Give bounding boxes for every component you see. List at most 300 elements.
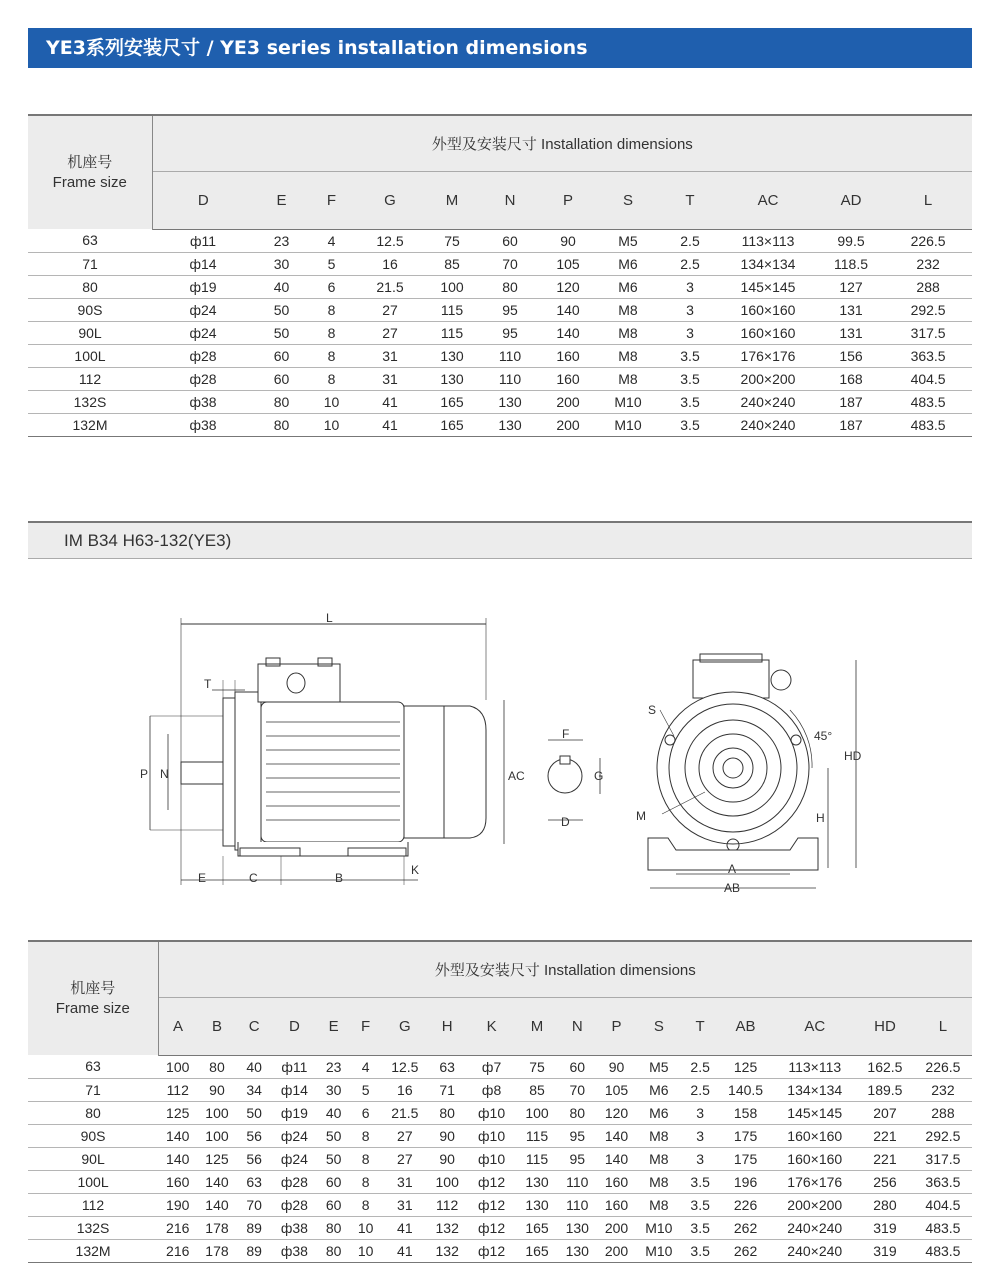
table-cell: 189.5 xyxy=(856,1078,914,1101)
table-cell: 160×160 xyxy=(718,298,818,321)
table-cell: 288 xyxy=(914,1101,972,1124)
dimension-drawing xyxy=(0,590,1000,930)
table-row xyxy=(28,275,972,298)
table-cell: 130 xyxy=(426,367,478,390)
table-cell: ф28 xyxy=(272,1170,317,1193)
table-cell: 8 xyxy=(350,1193,381,1216)
table-cell: 130 xyxy=(517,1193,556,1216)
table-cell: 31 xyxy=(381,1193,429,1216)
table-cell: ф8 xyxy=(466,1078,518,1101)
table-cell: 110 xyxy=(478,367,542,390)
column-header-p: P xyxy=(598,997,635,1055)
table-cell: 56 xyxy=(237,1147,272,1170)
table-cell: 41 xyxy=(354,413,426,436)
installation-dimensions-header: 外型及安装尺寸 Installation dimensions xyxy=(152,115,972,171)
table-cell: 21.5 xyxy=(381,1101,429,1124)
table-cell: 85 xyxy=(426,252,478,275)
column-header-s: S xyxy=(594,171,662,229)
table-cell: 90 xyxy=(197,1078,236,1101)
table-cell: 23 xyxy=(254,229,309,252)
frame-size-cell: 112 xyxy=(28,367,152,390)
table-cell: 3.5 xyxy=(662,390,718,413)
table-cell: M5 xyxy=(594,229,662,252)
table-row xyxy=(28,367,972,390)
table-cell: 41 xyxy=(381,1216,429,1239)
label-45-deg: 45° xyxy=(814,729,833,743)
table-cell: ф28 xyxy=(152,344,254,367)
label-F: F xyxy=(562,727,570,741)
table-cell: 80 xyxy=(478,275,542,298)
table-cell: ф10 xyxy=(466,1147,518,1170)
table-cell: 196 xyxy=(718,1170,774,1193)
table-cell: 50 xyxy=(317,1124,350,1147)
table-cell: 131 xyxy=(818,321,884,344)
table-cell: 200 xyxy=(542,390,594,413)
table-cell: 63 xyxy=(237,1170,272,1193)
table-cell: 2.5 xyxy=(662,229,718,252)
table-cell: 89 xyxy=(237,1216,272,1239)
label-S: S xyxy=(648,703,657,717)
table-cell: ф12 xyxy=(466,1170,518,1193)
table-cell: 140 xyxy=(542,298,594,321)
table-cell: 187 xyxy=(818,413,884,436)
table-cell: 95 xyxy=(478,298,542,321)
table-row xyxy=(28,1170,972,1193)
table-cell: 31 xyxy=(381,1170,429,1193)
table-cell: 130 xyxy=(478,390,542,413)
table-cell: M10 xyxy=(635,1216,683,1239)
table-cell: 31 xyxy=(354,344,426,367)
table-cell: 160 xyxy=(542,344,594,367)
label-AC: AC xyxy=(508,769,525,783)
table-cell: 130 xyxy=(557,1216,598,1239)
table-cell: 80 xyxy=(254,390,309,413)
column-header-l: L xyxy=(914,997,972,1055)
column-header-t: T xyxy=(662,171,718,229)
table-cell: 176×176 xyxy=(773,1170,856,1193)
table-cell: 2.5 xyxy=(683,1078,718,1101)
column-header-n: N xyxy=(478,171,542,229)
table-cell: ф14 xyxy=(272,1078,317,1101)
table-cell: 115 xyxy=(426,321,478,344)
column-header-m: M xyxy=(517,997,556,1055)
table-cell: 10 xyxy=(309,413,354,436)
table-cell: 8 xyxy=(350,1147,381,1170)
frame-size-cell: 90L xyxy=(28,321,152,344)
column-header-k: K xyxy=(466,997,518,1055)
table-cell: 60 xyxy=(478,229,542,252)
table-cell: ф7 xyxy=(466,1055,518,1078)
table-cell: 221 xyxy=(856,1147,914,1170)
frame-size-cell: 132M xyxy=(28,1239,158,1262)
table-cell: 200 xyxy=(598,1239,635,1262)
table-cell: ф19 xyxy=(152,275,254,298)
table-cell: 118.5 xyxy=(818,252,884,275)
table-cell: 40 xyxy=(317,1101,350,1124)
column-header-e: E xyxy=(317,997,350,1055)
table-cell: 4 xyxy=(309,229,354,252)
table-cell: M5 xyxy=(635,1055,683,1078)
table-cell: 100 xyxy=(197,1101,236,1124)
table-cell: ф38 xyxy=(272,1216,317,1239)
table-cell: 160 xyxy=(542,367,594,390)
frame-size-header-cn: 机座号 xyxy=(70,979,116,997)
frame-size-header xyxy=(28,941,158,1055)
table-cell: M8 xyxy=(594,344,662,367)
table-cell: ф28 xyxy=(152,367,254,390)
table-cell: 120 xyxy=(598,1101,635,1124)
table-cell: 8 xyxy=(309,321,354,344)
label-C: C xyxy=(249,871,258,885)
label-HD: HD xyxy=(844,749,862,763)
table-cell: 90 xyxy=(598,1055,635,1078)
table-cell: 115 xyxy=(517,1124,556,1147)
table-cell: 115 xyxy=(426,298,478,321)
dimensions-table-2 xyxy=(28,940,972,1263)
table-row xyxy=(28,1124,972,1147)
table-cell: 175 xyxy=(718,1147,774,1170)
table-cell: 207 xyxy=(856,1101,914,1124)
table-cell: 90 xyxy=(542,229,594,252)
table-cell: 27 xyxy=(354,298,426,321)
table-cell: ф11 xyxy=(272,1055,317,1078)
table-cell: 5 xyxy=(309,252,354,275)
table-cell: 21.5 xyxy=(354,275,426,298)
table-cell: 3 xyxy=(683,1147,718,1170)
label-P: P xyxy=(140,767,149,781)
table-cell: M10 xyxy=(635,1239,683,1262)
table-cell: 165 xyxy=(517,1216,556,1239)
table-cell: 145×145 xyxy=(718,275,818,298)
table-row xyxy=(28,298,972,321)
table-row xyxy=(28,252,972,275)
label-M: M xyxy=(636,809,646,823)
table-cell: 160 xyxy=(158,1170,197,1193)
label-A: A xyxy=(728,862,737,876)
table-row xyxy=(28,1101,972,1124)
table-cell: 100 xyxy=(158,1055,197,1078)
motor-side-view xyxy=(150,618,504,885)
table-cell: 95 xyxy=(478,321,542,344)
table-cell: 3.5 xyxy=(683,1193,718,1216)
table-cell: 8 xyxy=(309,298,354,321)
table-cell: 134×134 xyxy=(773,1078,856,1101)
frame-size-cell: 80 xyxy=(28,275,152,298)
table-cell: 8 xyxy=(309,367,354,390)
table-cell: 3 xyxy=(662,321,718,344)
table-cell: 10 xyxy=(350,1216,381,1239)
table-cell: 70 xyxy=(557,1078,598,1101)
table-cell: 200×200 xyxy=(718,367,818,390)
table-cell: 226.5 xyxy=(884,229,972,252)
table-cell: M10 xyxy=(594,413,662,436)
table-cell: 165 xyxy=(426,390,478,413)
label-L: L xyxy=(326,611,333,625)
table-cell: M10 xyxy=(594,390,662,413)
column-header-b: B xyxy=(197,997,236,1055)
table-cell: 140 xyxy=(598,1124,635,1147)
table-cell: 16 xyxy=(381,1078,429,1101)
table-cell: M6 xyxy=(594,252,662,275)
table-cell: 3 xyxy=(683,1101,718,1124)
table-cell: 256 xyxy=(856,1170,914,1193)
table-cell: 200 xyxy=(542,413,594,436)
table-cell: 145×145 xyxy=(773,1101,856,1124)
table-cell: M6 xyxy=(635,1101,683,1124)
column-header-c: C xyxy=(237,997,272,1055)
table-cell: 50 xyxy=(237,1101,272,1124)
table-cell: 292.5 xyxy=(884,298,972,321)
column-header-s: S xyxy=(635,997,683,1055)
table-cell: 8 xyxy=(350,1124,381,1147)
frame-size-header-cn: 机座号 xyxy=(67,153,113,171)
column-header-d: D xyxy=(272,997,317,1055)
table-cell: 226 xyxy=(718,1193,774,1216)
table-cell: 319 xyxy=(856,1216,914,1239)
table-cell: 483.5 xyxy=(884,413,972,436)
column-header-d: D xyxy=(152,171,254,229)
table-cell: 6 xyxy=(350,1101,381,1124)
table-cell: ф38 xyxy=(152,390,254,413)
column-header-t: T xyxy=(683,997,718,1055)
table-cell: 483.5 xyxy=(914,1239,972,1262)
table-cell: 363.5 xyxy=(884,344,972,367)
frame-size-header-en: Frame size xyxy=(55,999,130,1017)
table-cell: 483.5 xyxy=(884,390,972,413)
table-cell: M8 xyxy=(635,1170,683,1193)
table-cell: 160×160 xyxy=(773,1147,856,1170)
section-title: IM B34 H63-132(YE3) xyxy=(28,521,972,559)
table-cell: 132 xyxy=(429,1216,466,1239)
table-cell: 3 xyxy=(683,1124,718,1147)
table-cell: 105 xyxy=(598,1078,635,1101)
table-cell: 187 xyxy=(818,390,884,413)
table-cell: 3 xyxy=(662,298,718,321)
table-cell: ф38 xyxy=(152,413,254,436)
table-cell: 105 xyxy=(542,252,594,275)
table-cell: 75 xyxy=(517,1055,556,1078)
table-cell: 240×240 xyxy=(718,413,818,436)
column-header-g: G xyxy=(381,997,429,1055)
table-cell: ф10 xyxy=(466,1124,518,1147)
table-cell: 80 xyxy=(254,413,309,436)
table-cell: 6 xyxy=(309,275,354,298)
table-cell: 125 xyxy=(197,1147,236,1170)
table-cell: 483.5 xyxy=(914,1216,972,1239)
label-B: B xyxy=(335,871,344,885)
table-cell: 162.5 xyxy=(856,1055,914,1078)
frame-size-cell: 63 xyxy=(28,229,152,252)
table-cell: 176×176 xyxy=(718,344,818,367)
table-cell: M8 xyxy=(635,1193,683,1216)
frame-size-cell: 132M xyxy=(28,413,152,436)
table-cell: 95 xyxy=(557,1124,598,1147)
column-header-f: F xyxy=(350,997,381,1055)
table-cell: ф38 xyxy=(272,1239,317,1262)
table-cell: ф24 xyxy=(272,1124,317,1147)
table-cell: M6 xyxy=(594,275,662,298)
table-row xyxy=(28,1239,972,1262)
table-cell: 2.5 xyxy=(683,1055,718,1078)
table-cell: 100 xyxy=(429,1170,466,1193)
table-cell: ф24 xyxy=(152,321,254,344)
table-cell: 262 xyxy=(718,1239,774,1262)
table-cell: 60 xyxy=(557,1055,598,1078)
table-cell: 71 xyxy=(429,1078,466,1101)
table-cell: 80 xyxy=(317,1216,350,1239)
shaft-key-view xyxy=(548,740,600,820)
table-cell: 216 xyxy=(158,1216,197,1239)
table-cell: 317.5 xyxy=(884,321,972,344)
table-cell: M8 xyxy=(635,1124,683,1147)
table-cell: 75 xyxy=(426,229,478,252)
frame-size-cell: 63 xyxy=(28,1055,158,1078)
table-row xyxy=(28,390,972,413)
table-cell: 23 xyxy=(317,1055,350,1078)
table-cell: 3.5 xyxy=(683,1216,718,1239)
frame-size-cell: 132S xyxy=(28,1216,158,1239)
table-cell: 41 xyxy=(354,390,426,413)
table-cell: 12.5 xyxy=(381,1055,429,1078)
frame-size-header-en: Frame size xyxy=(52,173,127,191)
table-cell: 200×200 xyxy=(773,1193,856,1216)
table-cell: 200 xyxy=(598,1216,635,1239)
table-cell: 130 xyxy=(426,344,478,367)
table-cell: 27 xyxy=(381,1124,429,1147)
table-cell: 404.5 xyxy=(914,1193,972,1216)
table-cell: 178 xyxy=(197,1216,236,1239)
table-row xyxy=(28,1055,972,1078)
installation-dimensions-header: 外型及安装尺寸 Installation dimensions xyxy=(158,941,972,997)
table-cell: 110 xyxy=(478,344,542,367)
table-cell: 127 xyxy=(818,275,884,298)
table-cell: 10 xyxy=(309,390,354,413)
frame-size-cell: 71 xyxy=(28,1078,158,1101)
table-cell: 140.5 xyxy=(718,1078,774,1101)
column-header-h: H xyxy=(429,997,466,1055)
table-cell: 70 xyxy=(237,1193,272,1216)
table-cell: M8 xyxy=(594,367,662,390)
table-cell: ф24 xyxy=(152,298,254,321)
label-G: G xyxy=(594,769,604,783)
label-AB: AB xyxy=(724,881,741,895)
table-cell: 226.5 xyxy=(914,1055,972,1078)
table-cell: 40 xyxy=(237,1055,272,1078)
table-cell: 80 xyxy=(557,1101,598,1124)
table-cell: 131 xyxy=(818,298,884,321)
table-cell: 12.5 xyxy=(354,229,426,252)
table-cell: 160 xyxy=(598,1170,635,1193)
table-cell: 404.5 xyxy=(884,367,972,390)
table-cell: 165 xyxy=(426,413,478,436)
table-cell: 40 xyxy=(254,275,309,298)
dimensions-table-1 xyxy=(28,114,972,437)
frame-size-cell: 132S xyxy=(28,390,152,413)
table-cell: 288 xyxy=(884,275,972,298)
column-header-f: F xyxy=(309,171,354,229)
table-cell: 50 xyxy=(317,1147,350,1170)
table-cell: 30 xyxy=(317,1078,350,1101)
table-cell: 175 xyxy=(718,1124,774,1147)
table-cell: 10 xyxy=(350,1239,381,1262)
table-cell: 4 xyxy=(350,1055,381,1078)
table-cell: 140 xyxy=(598,1147,635,1170)
table-cell: M8 xyxy=(594,321,662,344)
column-header-ab: AB xyxy=(718,997,774,1055)
table-cell: 95 xyxy=(557,1147,598,1170)
table-cell: 3.5 xyxy=(683,1170,718,1193)
table-cell: 130 xyxy=(517,1170,556,1193)
table-cell: 240×240 xyxy=(773,1239,856,1262)
table-cell: 99.5 xyxy=(818,229,884,252)
table-cell: ф10 xyxy=(466,1101,518,1124)
table-cell: 110 xyxy=(557,1193,598,1216)
table-cell: 3.5 xyxy=(662,367,718,390)
table-cell: ф12 xyxy=(466,1216,518,1239)
table-cell: 160×160 xyxy=(773,1124,856,1147)
frame-size-cell: 100L xyxy=(28,344,152,367)
table-cell: 160 xyxy=(598,1193,635,1216)
table-cell: 125 xyxy=(158,1101,197,1124)
table-cell: 190 xyxy=(158,1193,197,1216)
table-cell: 280 xyxy=(856,1193,914,1216)
table-cell: 140 xyxy=(542,321,594,344)
table-cell: 130 xyxy=(557,1239,598,1262)
table-cell: 80 xyxy=(197,1055,236,1078)
column-header-hd: HD xyxy=(856,997,914,1055)
table-cell: 27 xyxy=(354,321,426,344)
column-header-ac: AC xyxy=(718,171,818,229)
table-row xyxy=(28,1147,972,1170)
motor-front-view xyxy=(648,654,856,888)
table-cell: 80 xyxy=(429,1101,466,1124)
table-cell: ф14 xyxy=(152,252,254,275)
table-cell: 120 xyxy=(542,275,594,298)
table-cell: ф12 xyxy=(466,1193,518,1216)
table-cell: 3.5 xyxy=(662,344,718,367)
table-cell: 16 xyxy=(354,252,426,275)
column-header-m: M xyxy=(426,171,478,229)
table-cell: 156 xyxy=(818,344,884,367)
table-cell: 90 xyxy=(429,1147,466,1170)
table-row xyxy=(28,1078,972,1101)
table-cell: 125 xyxy=(718,1055,774,1078)
label-E: E xyxy=(198,871,207,885)
table-cell: ф28 xyxy=(272,1193,317,1216)
table-cell: 165 xyxy=(517,1239,556,1262)
table-cell: 50 xyxy=(254,298,309,321)
table-cell: 70 xyxy=(478,252,542,275)
frame-size-header xyxy=(28,115,152,229)
table-row xyxy=(28,413,972,436)
table-cell: 60 xyxy=(317,1170,350,1193)
table-cell: 27 xyxy=(381,1147,429,1170)
column-header-a: A xyxy=(158,997,197,1055)
table-cell: 41 xyxy=(381,1239,429,1262)
table-cell: 140 xyxy=(158,1124,197,1147)
table-cell: 34 xyxy=(237,1078,272,1101)
table-cell: 130 xyxy=(478,413,542,436)
table-row xyxy=(28,321,972,344)
table-cell: 80 xyxy=(317,1239,350,1262)
table-row xyxy=(28,229,972,252)
table-cell: 168 xyxy=(818,367,884,390)
column-header-p: P xyxy=(542,171,594,229)
table-row xyxy=(28,1193,972,1216)
table-cell: ф19 xyxy=(272,1101,317,1124)
table-cell: 112 xyxy=(429,1193,466,1216)
table-cell: 63 xyxy=(429,1055,466,1078)
